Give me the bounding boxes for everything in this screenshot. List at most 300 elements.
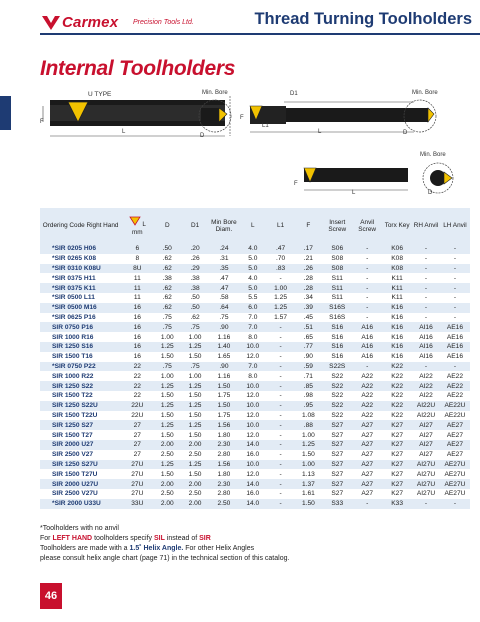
dim-d1-label: D1 [290,91,298,97]
table-cell: 10.0 [239,381,267,391]
table-cell: .90 [303,353,313,361]
table-cell: 1.80 [217,470,231,478]
table-cell: .20 [181,244,209,254]
ordering-code-cell: SIR 1500 T16 [52,353,93,361]
table-cell: .34 [303,294,313,302]
table-cell: 2.30 [209,440,239,450]
col-header-lh-anvil: LH Anvil [440,208,470,244]
table-cell: AE16 [440,322,470,332]
table-cell: 12.0 [246,470,260,478]
table-cell: 1.50 [209,401,239,411]
table-cell: K11 [391,294,403,302]
table-cell: A22 [352,401,382,411]
table-cell: K11 [382,283,412,293]
insert-size-icon [129,216,141,226]
ordering-code-cell: SIR 1250 S16 [40,342,121,352]
table-cell: 1.25 [153,420,181,430]
table-cell: .90 [209,362,239,372]
table-row [40,313,470,323]
table-cell: - [279,274,282,282]
table-cell: S11 [322,283,352,293]
toolholder-diagram-round [290,158,425,198]
table-row [40,254,470,264]
table-cell: .47 [209,283,239,293]
table-cell: 2.30 [209,479,239,489]
table-cell: AE22 [440,381,470,391]
table-cell: 1.25 [274,294,287,302]
min-bore-label-1: Min. Bore [202,90,228,96]
table-cell: 27 [133,431,141,439]
table-cell: 16 [121,322,153,332]
table-cell: 1.25 [153,460,181,470]
table-cell: K22 [391,392,403,400]
table-cell: 16 [121,303,153,313]
table-cell: K22 [382,381,412,391]
table-cell: 1.50 [160,353,174,361]
table-cell: - [440,244,470,254]
table-cell: 16 [133,333,141,341]
table-cell: AI27 [412,420,440,430]
table-cell: 14.0 [239,499,267,509]
ordering-code-cell: *SIR 0310 K08U [40,264,121,274]
table-cell: AE16 [446,353,464,361]
table-cell: 1.65 [217,353,231,361]
table-cell: AI27U [412,479,440,489]
toolholder-spec-table [40,208,470,509]
table-cell: .35 [209,264,239,274]
table-cell: 2.50 [209,499,239,509]
table-cell: - [352,303,382,313]
ordering-code-cell: *SIR 0375 H11 [52,274,96,282]
table-cell: 7.0 [248,313,258,321]
table-cell: AI22 [412,381,440,391]
table-cell: 22U [131,411,144,419]
table-cell: - [352,283,382,293]
table-cell: 1.56 [209,420,239,430]
table-cell: S22 [322,381,352,391]
table-cell: 16.0 [246,490,260,498]
table-cell: S16 [331,353,344,361]
table-cell: .62 [153,283,181,293]
ordering-code-cell: SIR 2000 U27U [40,479,121,489]
table-cell: 1.16 [217,372,231,380]
section-title: Internal Toolholders [40,57,236,80]
table-cell: - [440,303,470,313]
table-cell: - [279,333,282,341]
table-cell: 1.00 [267,283,295,293]
table-cell: AE22U [440,401,470,411]
table-cell: 1.50 [188,431,202,439]
table-cell: .58 [219,294,229,302]
table-cell: .85 [294,381,322,391]
table-cell: .28 [303,274,313,282]
ordering-code-cell: SIR 1000 R22 [52,372,94,380]
table-cell: AE22U [444,411,466,419]
note-sil-code: SIL [154,535,165,542]
table-cell: AI27 [419,431,433,439]
table-cell: - [366,274,369,282]
table-cell: 1.25 [153,342,181,352]
table-cell: 1.00 [188,333,202,341]
table-cell: - [352,264,382,274]
ordering-code-cell: *SIR 0625 P16 [52,313,96,321]
table-cell: S06 [322,244,352,254]
table-cell: - [279,451,282,459]
table-cell: 22 [121,362,153,372]
table-row [40,342,470,352]
table-cell: 1.00 [160,333,174,341]
table-cell: AE27 [446,431,464,439]
dim-f-label-2: F [240,115,244,121]
table-cell: A16 [352,342,382,352]
table-cell: 10.0 [239,460,267,470]
note-no-anvil: *Toolholders with no anvil [40,525,119,532]
table-cell: K16 [391,353,403,361]
table-cell: K22 [391,372,403,380]
table-cell: S08 [322,264,352,274]
table-cell: .26 [294,264,322,274]
table-row [40,401,470,411]
table-cell: 1.00 [294,460,322,470]
table-cell: 2.50 [160,490,174,498]
brand-name: Carmex [62,14,119,31]
table-cell: 14.0 [239,479,267,489]
table-cell: - [440,264,470,274]
col-header-min-bore: Min Bore Diam. [209,208,239,244]
brand-subtitle: Precision Tools Ltd. [133,19,194,26]
table-cell: 11 [133,294,141,302]
table-cell: S22 [331,372,344,380]
col-header-d1: D1 [181,208,209,244]
table-cell: 8.0 [248,333,258,341]
table-cell: - [279,411,282,419]
table-cell: 12.0 [246,431,260,439]
table-cell: 1.25 [294,440,322,450]
table-cell: S22 [322,401,352,411]
table-cell: - [424,274,428,282]
table-cell: A22 [352,381,382,391]
table-cell: 1.25 [181,401,209,411]
col-header-length: L [239,208,267,244]
table-cell: 27U [131,490,144,498]
table-row [40,469,470,479]
table-row [40,322,470,332]
table-row [40,303,470,313]
ordering-code-cell: *SIR 0205 H06 [40,244,121,254]
table-cell: 5.0 [239,283,267,293]
table-cell: 8 [135,255,140,263]
col-header-f: F [294,208,322,244]
table-cell: .75 [181,322,209,332]
table-row [40,430,470,440]
table-cell: .39 [294,303,322,313]
table-cell: AE16 [446,333,464,341]
table-cell: - [279,372,282,380]
table-cell: K08 [382,264,412,274]
dim-l-label-2: L [318,129,322,135]
col-header-anvil-screw: Anvil Screw [352,208,382,244]
table-cell: K16 [382,342,412,352]
u-type-label: U TYPE [88,91,112,98]
table-cell: 2.00 [181,499,209,509]
table-cell: .75 [153,322,181,332]
table-cell: - [267,401,295,411]
table-cell: K27 [382,440,412,450]
table-cell: 10.0 [239,401,267,411]
table-cell: AE22 [446,392,464,400]
note-helix-emphasis: 1.5˚ Helix Angle. [129,545,184,552]
table-cell: S11 [331,294,343,302]
table-row [40,479,470,489]
table-cell: .62 [162,255,172,263]
ordering-code-cell: SIR 1250 S22U [40,401,121,411]
table-row [40,499,470,509]
table-row [40,411,470,421]
table-cell: K06 [382,244,412,254]
table-cell: K22 [391,411,403,419]
table-cell: AI16 [419,333,433,341]
page-number: 46 [40,583,62,609]
table-cell: 1.50 [188,353,202,361]
table-row [40,381,470,391]
table-cell: .50 [190,294,200,302]
page-header-title: Thread Turning Toolholders [254,10,472,28]
table-cell: 2.80 [217,451,231,459]
table-cell: 22 [133,372,141,380]
table-cell: 1.00 [301,431,315,439]
min-bore-end-view-diagram [195,96,237,138]
note-sir-code: SIR [199,535,211,542]
table-cell: 27 [133,451,141,459]
table-cell: K22 [382,362,412,372]
table-cell: AI16 [419,353,433,361]
table-cell: S16S [322,303,352,313]
table-cell: 14.0 [239,440,267,450]
table-cell: - [267,460,295,470]
col-header-code: Ordering Code Right Hand [40,208,121,244]
table-header-row [40,208,470,244]
table-cell: 27U [131,470,144,478]
table-cell: - [412,283,440,293]
table-cell: 5.5 [248,294,258,302]
table-cell: S16 [322,322,352,332]
table-cell: 6.0 [239,303,267,313]
table-cell: S22 [331,411,344,419]
table-cell: 16 [133,313,141,321]
table-cell: - [412,362,440,372]
table-cell: S16 [322,342,352,352]
table-cell: - [267,440,295,450]
table-cell: - [267,420,295,430]
table-row [40,293,470,303]
ordering-code-cell: *SIR 0265 K08 [52,255,96,263]
table-cell: A27 [361,490,374,498]
table-cell: .88 [294,420,322,430]
table-cell: S33 [322,499,352,509]
table-cell: A27 [361,470,374,478]
table-cell: .38 [162,274,172,282]
table-cell: K11 [391,274,403,282]
table-cell: .70 [276,255,286,263]
ordering-code-cell: SIR 1500 T22U [52,411,98,419]
table-cell: AE27 [440,440,470,450]
col-header-l: L [142,221,146,229]
dim-f-label: F [40,119,44,125]
table-row [40,489,470,499]
toolholder-diagram-standard [244,98,424,140]
table-cell: .21 [303,255,313,263]
table-cell: .83 [267,264,295,274]
table-cell: S27 [322,440,352,450]
table-cell: 10.0 [239,420,267,430]
table-row [40,352,470,362]
table-cell: AI27U [412,460,440,470]
table-cell: - [453,294,457,302]
table-cell: 11 [133,274,141,282]
table-cell: 1.50 [301,451,315,459]
table-cell: .64 [209,303,239,313]
col-header-d: D [153,208,181,244]
note-helix-chart: please consult helix angle chart (page 71) in the technical section of this catalog. [40,555,290,562]
table-cell: .50 [153,244,181,254]
ordering-code-cell: SIR 1000 R16 [52,333,94,341]
table-cell: 1.25 [267,303,295,313]
ordering-code-cell: SIR 1500 T27U [52,470,98,478]
table-cell: - [440,362,470,372]
table-cell: 2.80 [217,490,231,498]
table-cell: 1.75 [217,411,231,419]
table-cell: .38 [181,283,209,293]
table-cell: AE22 [446,372,464,380]
table-cell: K08 [391,255,403,263]
ordering-code-cell: SIR 1250 S27 [40,420,121,430]
min-bore-label-2: Min. Bore [412,90,438,96]
table-cell: - [267,322,295,332]
table-cell: .90 [209,322,239,332]
table-cell: S27 [322,479,352,489]
table-cell: 1.00 [188,372,202,380]
table-cell: 1.25 [153,381,181,391]
carmex-logo-icon [40,14,62,32]
table-cell: A16 [361,333,374,341]
table-cell: .65 [303,333,313,341]
ordering-code-cell: SIR 1250 S22 [40,381,121,391]
ordering-code-cell: SIR 2000 U27 [40,440,121,450]
table-cell: 1.56 [209,460,239,470]
table-cell: - [279,431,282,439]
table-cell: 1.25 [181,342,209,352]
table-cell: 22U [121,401,153,411]
table-cell: 1.50 [160,470,174,478]
table-cell: .75 [219,313,229,321]
table-cell: S08 [331,255,344,263]
table-cell: - [453,313,457,321]
header-divider [40,33,480,35]
table-cell: - [279,470,282,478]
table-cell: - [279,490,282,498]
table-cell: .62 [153,303,181,313]
table-cell: .24 [209,244,239,254]
table-cell: 2.50 [160,451,174,459]
table-cell: .38 [190,274,200,282]
note-text: For [40,535,53,542]
table-cell: 12.0 [246,411,260,419]
side-tab-marker [0,96,11,130]
table-cell: 10.0 [239,342,267,352]
table-cell: 1.50 [160,431,174,439]
table-cell: - [412,244,440,254]
table-cell: AI16 [412,342,440,352]
ordering-code-cell: *SIR 0500 M16 [40,303,121,313]
table-cell: K16 [382,303,412,313]
table-cell: AE27 [440,420,470,430]
table-cell: - [453,274,457,282]
table-cell: - [267,342,295,352]
ordering-code-cell: SIR 0750 P16 [40,322,121,332]
table-cell: 1.57 [274,313,287,321]
table-cell: S27 [322,460,352,470]
dim-l-label: L [122,129,126,135]
table-cell: AI27 [419,451,433,459]
table-cell: S27 [322,420,352,430]
table-row [40,283,470,293]
col-header-l-mm [121,208,153,244]
table-cell: 1.00 [160,372,174,380]
table-cell: .77 [294,342,322,352]
table-row [40,420,470,430]
ordering-code-cell: SIR 2500 V27 [52,451,94,459]
table-cell: 1.25 [181,381,209,391]
table-cell: AI27 [412,440,440,450]
table-cell: 2.00 [153,499,181,509]
table-row [40,264,470,274]
table-cell: - [366,294,369,302]
ordering-code-cell: *SIR 0375 K11 [40,283,121,293]
table-cell: - [412,303,440,313]
table-cell: S22 [331,392,344,400]
table-cell: 4.0 [239,244,267,254]
table-cell: AE27U [440,460,470,470]
dim-d-label-2: D [403,130,408,136]
col-header-rh-anvil: RH Anvil [412,208,440,244]
table-cell: 2.00 [153,440,181,450]
min-bore-label-3: Min. Bore [420,152,446,158]
table-cell: .47 [267,244,295,254]
table-cell: S27 [331,470,344,478]
table-cell: AI27U [416,470,436,478]
table-cell: 1.50 [294,499,322,509]
table-cell: 1.50 [188,470,202,478]
table-cell: K27 [391,431,403,439]
table-cell: 1.50 [160,392,174,400]
table-cell: 1.75 [217,392,231,400]
table-cell: 1.25 [181,420,209,430]
table-cell: 1.16 [217,333,231,341]
note-text: For other Helix Angles [183,545,255,552]
table-cell: .59 [294,362,322,372]
table-cell: K27 [391,451,403,459]
table-cell: - [366,313,369,321]
table-cell: - [279,392,282,400]
ordering-code-cell: SIR 1500 T27 [52,431,93,439]
table-row [40,371,470,381]
table-cell: K27 [391,490,403,498]
dim-l-label-3: L [352,190,356,196]
ordering-code-cell: SIR 2500 V27U [52,490,98,498]
table-cell: 4.0 [248,274,258,282]
table-cell: 11 [121,283,153,293]
table-cell: .28 [294,283,322,293]
